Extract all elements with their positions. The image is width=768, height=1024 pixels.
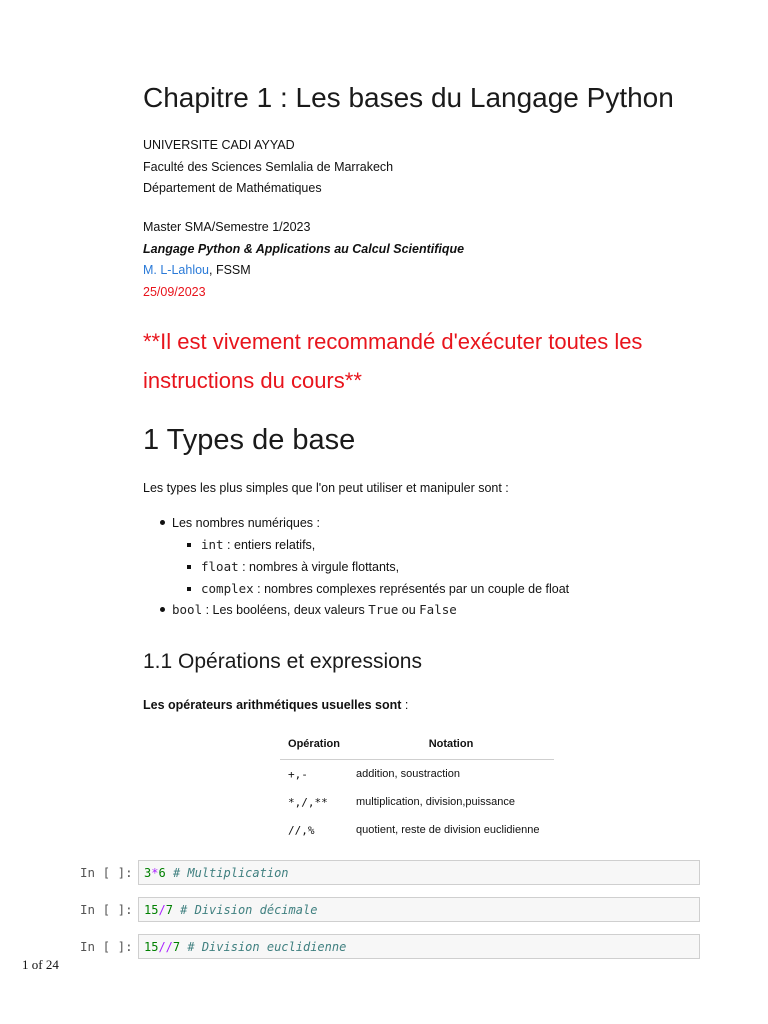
department-name: Département de Mathématiques [143, 181, 322, 195]
operators-table [280, 734, 554, 844]
table-row [280, 760, 554, 789]
author-line [143, 263, 251, 277]
cell-prompt: In [ ]: [80, 865, 133, 880]
code-comment: # Division décimale [180, 903, 318, 917]
type-desc-int: : entiers relatifs, [223, 538, 316, 552]
type-desc-float: : nombres à virgule flottants, [238, 560, 400, 574]
course-title: Langage Python & Applications au Calcul Scientifique [143, 242, 465, 256]
cell-prompt: In [ ]: [80, 939, 133, 954]
code-input[interactable] [144, 940, 346, 954]
operators-intro-bold: Les opérateurs arithmétiques usuelles sont [143, 698, 402, 712]
section-heading-types: 1 Types de base [143, 424, 356, 456]
table-cell-operation: *,/,** [288, 795, 328, 809]
code-number: 7 [165, 903, 173, 917]
bullet-icon [160, 607, 165, 612]
value-code-true: True [368, 602, 399, 617]
operators-intro [143, 698, 408, 712]
type-code-complex: complex [201, 581, 254, 596]
warning-note: **Il est vivement recommandé d'exécuter toutes les instructions du cours** [143, 329, 643, 393]
table-cell-operation: +,- [288, 767, 308, 781]
square-bullet-icon [187, 543, 191, 547]
operators-intro-colon: : [401, 698, 409, 712]
code-number: 6 [158, 866, 166, 880]
code-operator: * [151, 866, 159, 880]
page-title: Chapitre 1 : Les bases du Langage Python [143, 82, 674, 113]
master-line: Master SMA/Semestre 1/2023 [143, 220, 311, 234]
page-number: 1 of 24 [22, 957, 59, 972]
type-code-float: float [201, 559, 239, 574]
code-number: 15 [144, 903, 159, 917]
date: 25/09/2023 [143, 285, 206, 299]
table-cell-notation: quotient, reste de division euclidienne [356, 824, 540, 836]
code-number: 7 [172, 940, 181, 954]
code-cell[interactable] [138, 860, 700, 885]
table-cell-notation: multiplication, division,puissance [356, 796, 515, 808]
code-comment: # Multiplication [172, 866, 289, 880]
table-cell-operation: //,% [288, 823, 315, 837]
table-row [280, 788, 554, 816]
value-code-false: False [419, 602, 457, 617]
code-cell[interactable] [138, 934, 700, 959]
author-link[interactable]: M. L-Lahlou [143, 263, 210, 277]
list-item-float [187, 558, 399, 576]
type-desc-complex: : nombres complexes représentés par un couple de float [253, 582, 570, 596]
code-operator: // [158, 940, 173, 954]
list-item-complex [187, 580, 569, 598]
code-number: 15 [144, 940, 159, 954]
table-cell-notation: addition, soustraction [356, 768, 460, 780]
square-bullet-icon [187, 565, 191, 569]
table-header-operation: Opération [280, 734, 348, 760]
type-code-bool: bool [172, 602, 203, 617]
square-bullet-icon [187, 587, 191, 591]
cell-prompt: In [ ]: [80, 902, 133, 917]
list-item-numeric [160, 514, 320, 532]
table-row [280, 816, 554, 844]
types-intro: Les types les plus simples que l'on peut utiliser et manipuler sont : [143, 481, 509, 495]
type-code-int: int [201, 537, 224, 552]
code-input[interactable] [144, 866, 289, 880]
section-heading-operations: 1.1 Opérations et expressions [143, 650, 422, 673]
type-desc-bool: : Les booléens, deux valeurs [202, 603, 369, 617]
code-number: 3 [144, 866, 152, 880]
code-comment: # Division euclidienne [187, 940, 347, 954]
code-cell[interactable] [138, 897, 700, 922]
list-item-bool [160, 601, 457, 619]
list-item-numeric-label: Les nombres numériques : [172, 516, 320, 530]
university-name: UNIVERSITE CADI AYYAD [143, 138, 295, 152]
author-affiliation: , FSSM [209, 263, 251, 277]
list-item-int [187, 536, 315, 554]
or-text: ou [398, 603, 420, 617]
table-header-row [280, 734, 554, 760]
bullet-icon [160, 520, 165, 525]
table-header-notation: Notation [348, 734, 554, 760]
code-operator: / [158, 903, 166, 917]
code-input[interactable] [144, 903, 317, 917]
faculty-name: Faculté des Sciences Semlalia de Marrakech [143, 160, 394, 174]
